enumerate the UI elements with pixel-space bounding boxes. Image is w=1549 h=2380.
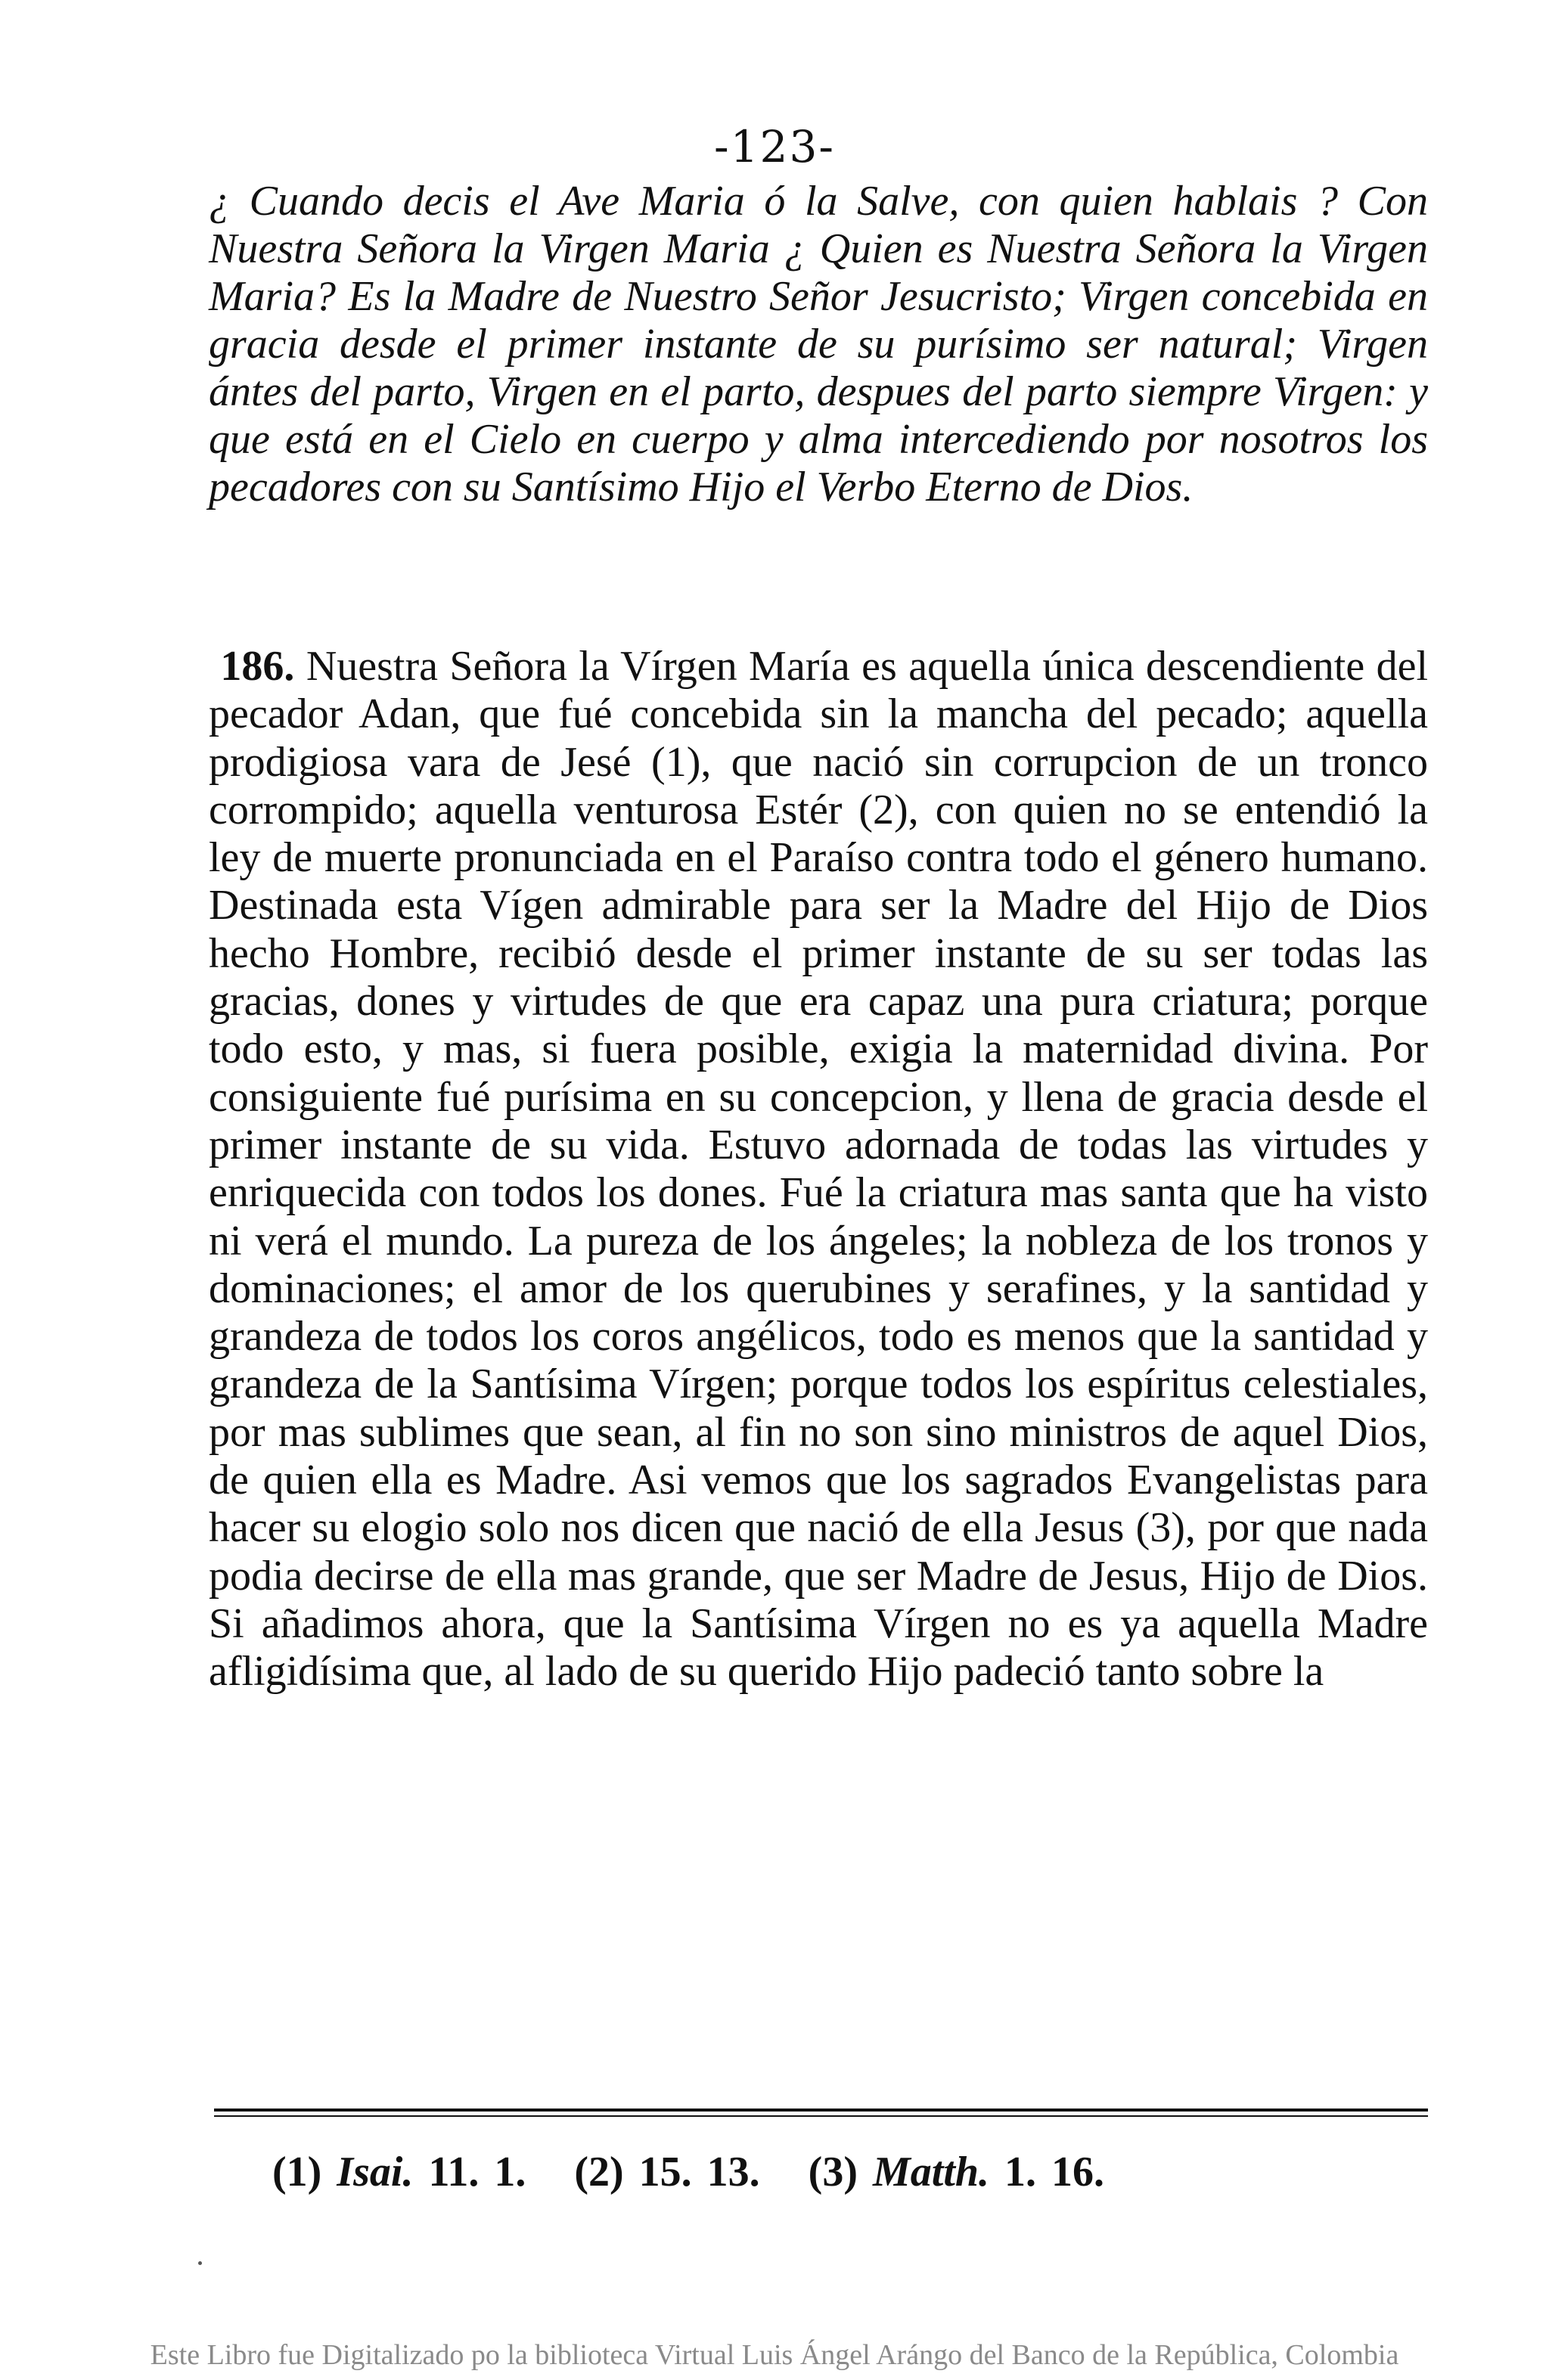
footnote-rule	[214, 2108, 1428, 2112]
footnote-3	[809, 2149, 1104, 2195]
footnote-marker: (3)	[808, 2149, 858, 2195]
footnote-marker: (1)	[272, 2149, 322, 2195]
footnote-1	[272, 2149, 541, 2195]
paragraph-number: 186.	[220, 643, 295, 690]
footnote-ref: Matth.	[872, 2149, 990, 2195]
page-number: -123-	[714, 121, 835, 172]
footnote-loc: 11. 1.	[428, 2149, 526, 2195]
footnote-loc: 15. 13.	[638, 2149, 760, 2195]
body-paragraph	[209, 643, 1428, 1696]
catechism-question-block	[209, 178, 1428, 511]
catechism-text: ¿ Cuando decis el Ave Maria ó la Salve, con quien hablais ? Con Nuestra Señora la Virgen Maria ¿ Quien es Nuestra Señora la Virgen Maria? Es la Madre de Nuestro Señor Jesucristo; Virgen concebida en gracia desde el primer instante de su purísimo ser natural; Virgen ántes del parto, Virgen en el parto, despues del parto siempre Virgen: y que está en el Cielo en cuerpo y alma intercediendo por nosotros los pecadores con su Santísimo Hijo el Verbo Eterno de Dios.	[209, 178, 1428, 510]
digitization-watermark: Este Libro fue Digitalizado po la biblioteca Virtual Luis Ángel Arángo del Banco de la República, Colombia	[150, 2339, 1399, 2371]
footnote-rule-thin	[214, 2115, 1428, 2117]
footnote-2	[574, 2149, 774, 2195]
stray-ink-mark	[198, 2261, 202, 2265]
paragraph-text: Nuestra Señora la Vírgen María es aquella única descendiente del pecador Adan, que fué concebida sin la mancha del pecado; aquella prodigiosa vara de Jesé (1), que nació sin corrupcion de un tronco corrompido; aquella venturosa Estér (2), con quien no se entendió la ley de muerte pronunciada en el Paraíso contra todo el género humano. Destinada esta Vígen admirable para ser la Madre del Hijo de Dios hecho Hombre, recibió desde el primer instante de su ser todas las gracias, dones y virtudes de que era capaz una pura criatura; porque todo esto, y mas, si fuera posible, exigia la maternidad divina. Por consiguiente fué purísima en su concepcion, y llena de gracia desde el primer instante de su vida. Estuvo adornada de todas las virtudes y enriquecida con todos los dones. Fué la criatura mas santa que ha visto ni verá el mundo. La pureza de los ángeles; la nobleza de los tronos y dominaciones; el amor de los querubines y serafines, y la santidad y grandeza de todos los coros angélicos, todo es menos que la santidad y grandeza de la Santísima Vírgen; porque todos los espíritus celestiales, por mas sublimes que sean, al fin no son sino ministros de aquel Dios, de quien ella es Madre. Asi vemos que los sagrados Evangelistas para hacer su elogio solo nos dicen que nació de ella Jesus (3), por que nada podia decirse de ella mas grande, que ser Madre de Jesus, Hijo de Dios. Si añadimos ahora, que la Santísima Vírgen no es ya aquella Madre afligidísima que, al lado de su querido Hijo padeció tanto sobre la	[209, 643, 1429, 1696]
footnote-marker: (2)	[574, 2149, 624, 2195]
footnotes	[272, 2148, 1407, 2196]
footnote-loc: 1. 16.	[1004, 2149, 1105, 2195]
footnote-ref: Isai.	[337, 2149, 414, 2195]
